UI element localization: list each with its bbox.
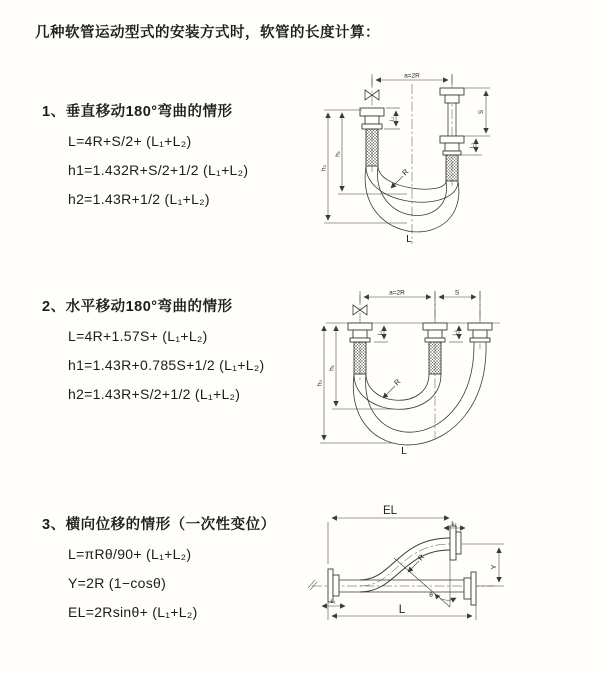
diagram-vertical-180-bend [312,66,582,256]
dim-label-l1: L₁ [389,116,396,122]
right-straight-flange [464,572,476,605]
braided-hose-section [429,342,441,374]
section-lateral-displacement [42,516,276,632]
angle-arc [435,594,456,600]
diagram-horizontal-180-bend [308,283,598,458]
diagram-lateral-displacement [298,494,598,656]
dim-label-l2: L₂ [451,521,457,527]
hose-pos2-inner-wall [366,342,474,432]
section1-heading: 1、垂直移动180°弯曲的情形 [42,104,233,120]
radius-leader [383,386,395,398]
left-end-fitting [348,323,372,374]
section1-formula-L: L=4R+S/2+ (L₁+L₂) [68,133,192,149]
hose-bottom-wall [360,550,450,592]
dim-label-radius: R [392,377,403,388]
dim-label-h2: h₂ [316,379,324,387]
braided-hose-section [446,155,458,181]
right-raised-flange [450,526,461,560]
braided-hose-section [354,342,366,374]
dim-label-span: a=2R [389,289,405,297]
section3-formula-EL: EL=2Rsinθ+ (L₁+L₂) [68,604,198,620]
section1-formula-h2: h2=1.43R+1/2 (L₁+L₂) [68,191,210,207]
dim-label-radius: R [415,552,427,563]
dim-label-l1: L₁ [330,599,336,605]
hose-top-wall [360,538,450,580]
dim-label-length: L [406,233,412,245]
section2-formula-h2: h2=1.43R+S/2+1/2 (L₁+L₂) [68,386,241,402]
left-end-fitting [360,108,384,166]
page-title: 几种软管运动型式的安装方式时，软管的长度计算： [35,25,380,41]
section2-formula-h1: h1=1.43R+0.785S+1/2 (L₁+L₂) [68,357,265,373]
dim-label-h1: h₁ [328,365,336,371]
dim-label-s: S [478,109,485,115]
pipe-break-mark [308,580,317,590]
dim-label-travel: S [454,289,460,297]
dim-label-radius: R [400,167,411,178]
left-flange [328,569,360,602]
dim-label-h1: h₁ [334,151,342,157]
middle-end-fitting [423,323,447,374]
dim-label-theta: θ [429,592,433,599]
section1-formula-h1: h1=1.432R+S/2+1/2 (L₁+L₂) [68,162,249,178]
dim-label-span: a=2R [404,72,420,80]
section3-formula-Y: Y=2R (1−cosθ) [68,575,167,591]
dim-label-y: Y [489,564,498,570]
braided-hose-section [366,129,378,166]
dim-label-length: L [401,445,407,457]
dim-label-el: EL [382,505,398,517]
dim-label-l1: L₁ [377,330,384,336]
dim-label-l2: L₂ [452,330,459,336]
section-vertical-180 [42,103,248,219]
radius-leader [408,561,419,572]
angle-reference-line [394,558,450,607]
section3-heading: 3、横向位移的情形（一次性变位） [42,517,276,533]
section2-heading: 2、水平移动180°弯曲的情形 [42,299,233,315]
section3-formula-L: L=πRθ/90+ (L₁+L₂) [68,546,192,562]
section2-formula-L: L=4R+1.57S+ (L₁+L₂) [68,328,208,344]
dim-label-h2: h₂ [320,164,328,172]
dim-label-l2: L₂ [469,142,476,149]
right-end-fitting [468,323,492,342]
dim-label-length: L [398,604,406,616]
section-horizontal-180 [42,298,265,414]
